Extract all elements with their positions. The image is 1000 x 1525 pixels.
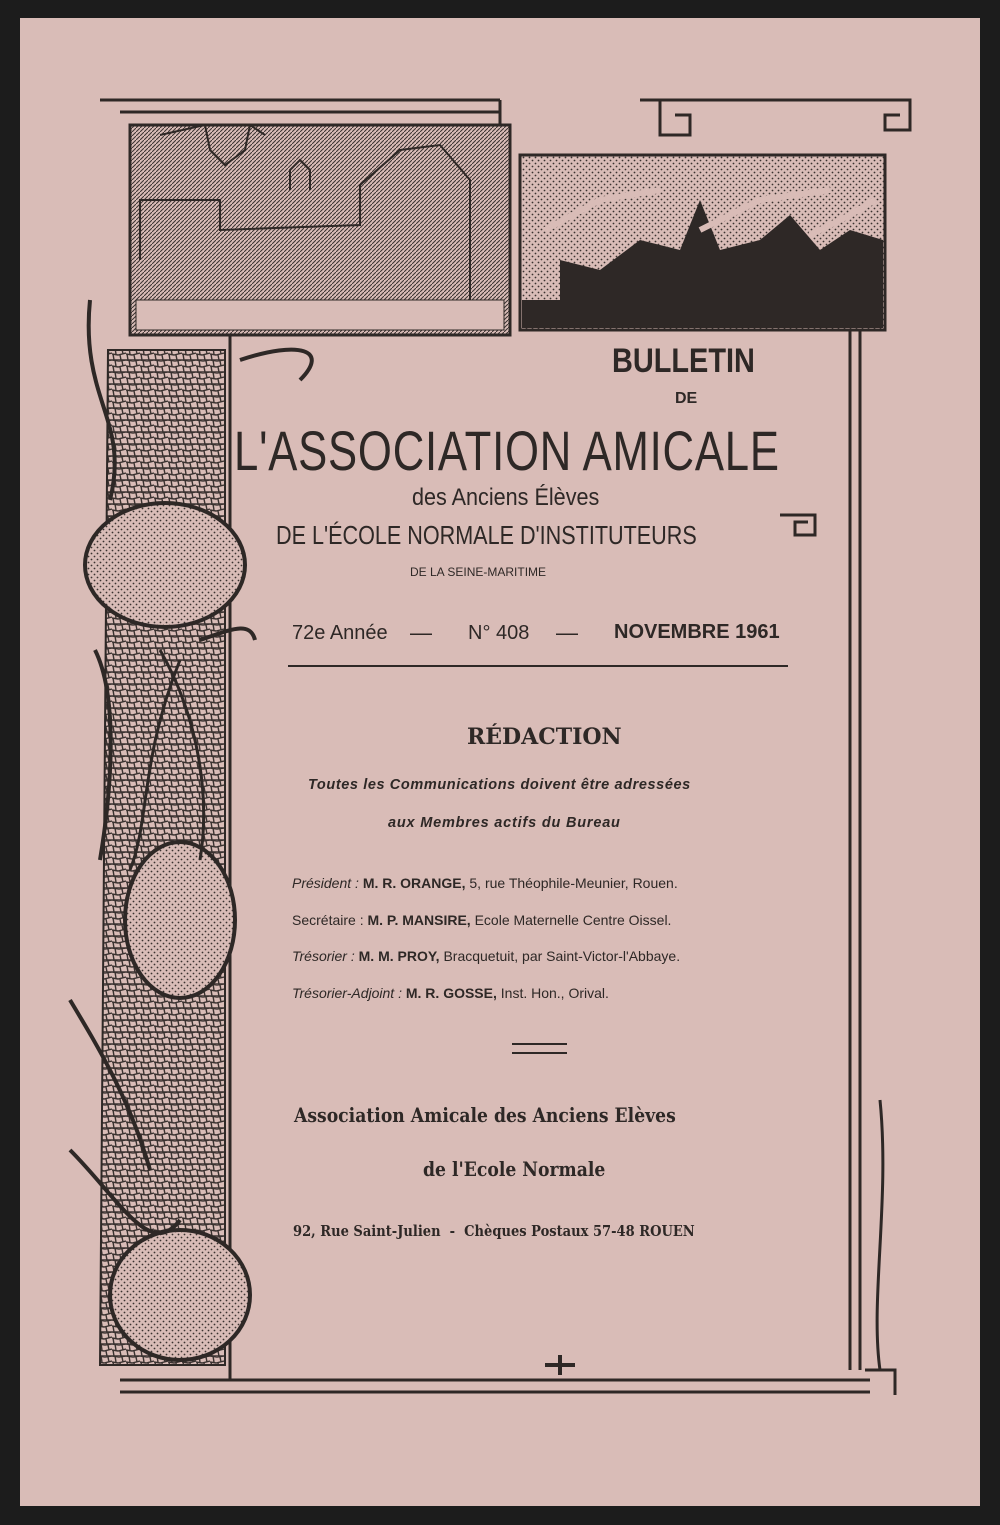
title-bulletin: BULLETIN bbox=[612, 342, 755, 380]
issue-dash: — bbox=[556, 620, 578, 645]
title-main: L'ASSOCIATION AMICALE bbox=[234, 419, 780, 482]
footer-ecole: de l'Ecole Normale bbox=[423, 1157, 606, 1181]
subtitle-seine-maritime: DE LA SEINE-MARITIME bbox=[410, 565, 547, 579]
issue-dash: — bbox=[410, 620, 432, 645]
issue-number: N° 408 bbox=[468, 622, 530, 644]
subtitle-ecole-normale: DE L'ÉCOLE NORMALE D'INSTITUTEURS bbox=[276, 520, 697, 550]
footer-address: 92, Rue Saint-Julien - Chèques Postaux 57-48 ROUEN bbox=[293, 1222, 695, 1240]
title-de: DE bbox=[675, 390, 698, 407]
member-secretaire: Secrétaire : M. P. MANSIRE, Ecole Maternelle Centre Oissel. bbox=[292, 912, 672, 928]
footer-association: Association Amicale des Anciens Elèves bbox=[294, 1103, 676, 1127]
redaction-line2: aux Membres actifs du Bureau bbox=[388, 815, 621, 831]
partridge-medallion bbox=[110, 1230, 250, 1360]
divider bbox=[512, 1052, 567, 1054]
goose-medallion bbox=[85, 503, 245, 627]
divider bbox=[288, 665, 788, 667]
turkey-medallion bbox=[125, 842, 235, 998]
member-tresorier-adjoint: Trésorier-Adjoint : M. R. GOSSE, Inst. Hon., Orival. bbox=[292, 985, 609, 1001]
issue-year: 72e Année bbox=[292, 622, 388, 644]
redaction-line1: Toutes les Communications doivent être adressées bbox=[308, 777, 691, 793]
issue-date: NOVEMBRE 1961 bbox=[614, 621, 780, 643]
redaction-heading: RÉDACTION bbox=[467, 724, 622, 750]
subtitle-anciens-eleves: des Anciens Élèves bbox=[412, 484, 600, 511]
member-tresorier: Trésorier : M. M. PROY, Bracquetuit, par Saint-Victor-l'Abbaye. bbox=[292, 948, 681, 964]
member-president: Président : M. R. ORANGE, 5, rue Théophile-Meunier, Rouen. bbox=[292, 875, 678, 891]
divider bbox=[512, 1043, 567, 1045]
